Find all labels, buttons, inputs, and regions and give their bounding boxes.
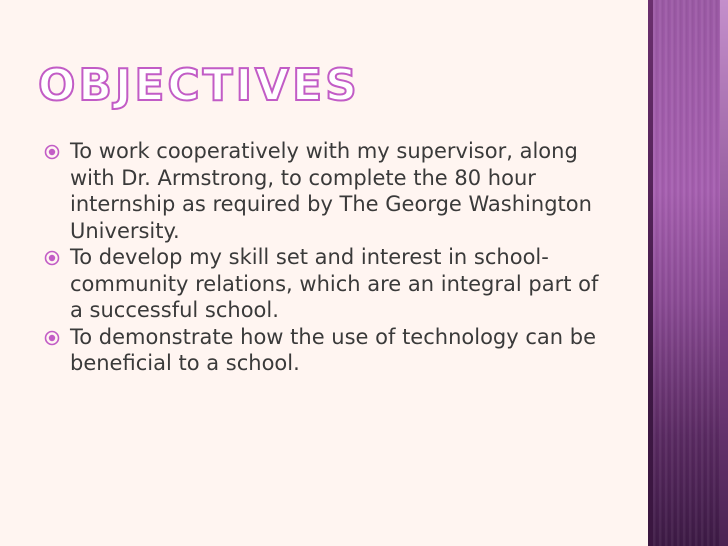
slide-title: OBJECTIVES xyxy=(38,60,360,111)
target-bullet-icon xyxy=(44,250,60,266)
bullet-text: To develop my skill set and interest in school-community relations, which are an integral part of a successful school. xyxy=(70,245,599,322)
bullet-text: To work cooperatively with my supervisor, along with Dr. Armstrong, to complete the 80 hour internship as required by The George Washington University. xyxy=(70,139,592,243)
side-decor-purple-bar xyxy=(653,0,728,546)
bullet-item xyxy=(44,138,614,244)
side-decor-edge-bar xyxy=(720,0,728,546)
bullet-text: To demonstrate how the use of technology can be beneficial to a school. xyxy=(70,324,596,375)
bullet-item xyxy=(44,244,614,324)
target-bullet-icon xyxy=(44,330,60,346)
bullet-list xyxy=(44,138,614,377)
bullet-item xyxy=(44,324,614,377)
target-bullet-icon xyxy=(44,144,60,160)
